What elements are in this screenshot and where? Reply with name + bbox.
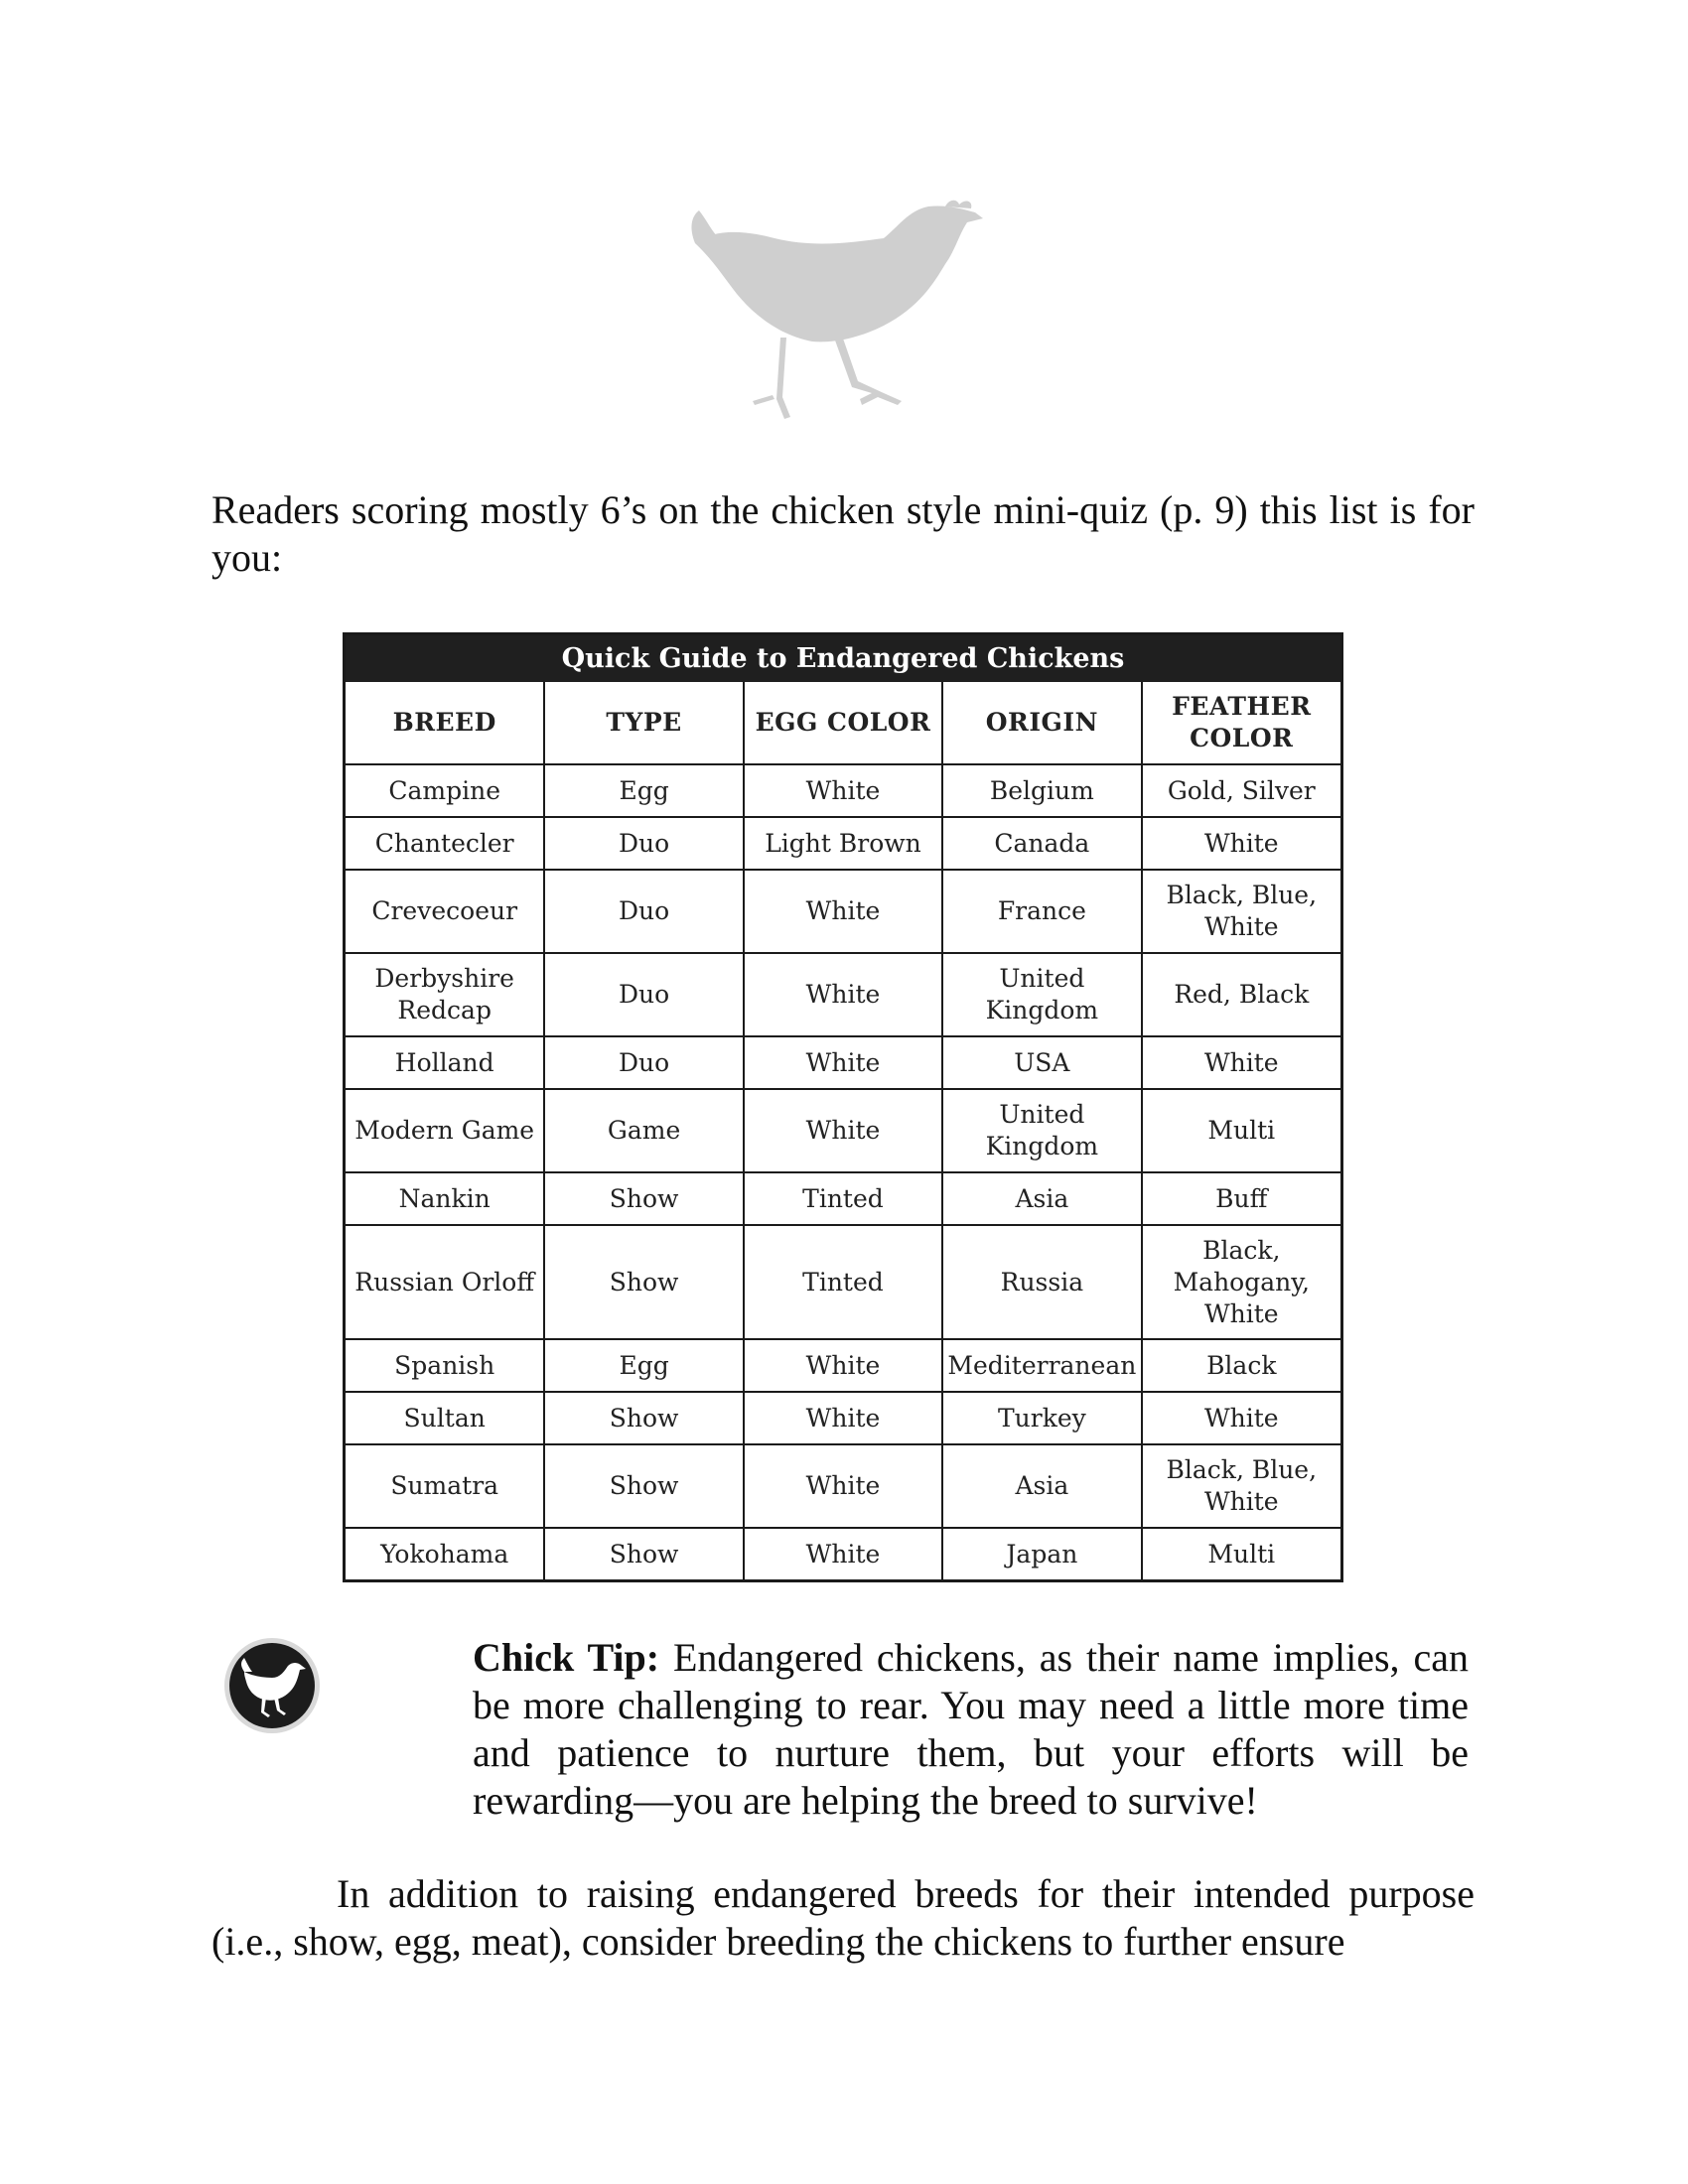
cell-origin: United Kingdom: [942, 1089, 1141, 1172]
cell-breed: Sultan: [346, 1392, 544, 1444]
cell-breed: Derbyshire Redcap: [346, 953, 544, 1036]
cell-feather-color: Black, Blue, White: [1142, 870, 1340, 953]
cell-breed: Russian Orloff: [346, 1225, 544, 1339]
cell-feather-color: Black: [1142, 1339, 1340, 1392]
cell-egg-color: White: [744, 1528, 942, 1579]
cell-type: Duo: [544, 1036, 743, 1089]
cell-breed: Sumatra: [346, 1444, 544, 1528]
column-header-egg-color: EGG COLOR: [744, 682, 942, 764]
table-row: [346, 1339, 1340, 1392]
chicken-badge-icon: [222, 1636, 322, 1735]
cell-origin: Canada: [942, 817, 1141, 870]
cell-origin: France: [942, 870, 1141, 953]
cell-breed: Yokohama: [346, 1528, 544, 1579]
cell-origin: Asia: [942, 1444, 1141, 1528]
table-header-row: [346, 682, 1340, 764]
cell-egg-color: White: [744, 1339, 942, 1392]
table-row: [346, 1444, 1340, 1528]
cell-feather-color: White: [1142, 1392, 1340, 1444]
table-row: [346, 953, 1340, 1036]
cell-egg-color: White: [744, 1036, 942, 1089]
cell-type: Egg: [544, 764, 743, 817]
table-row: [346, 1225, 1340, 1339]
cell-egg-color: White: [744, 953, 942, 1036]
cell-egg-color: White: [744, 764, 942, 817]
cell-type: Show: [544, 1392, 743, 1444]
cell-egg-color: White: [744, 1392, 942, 1444]
table-title: Quick Guide to Endangered Chickens: [346, 635, 1340, 682]
cell-type: Game: [544, 1089, 743, 1172]
chick-tip-text: Endangered chickens, as their name implies, can be more challenging to rear. You may need a little more time and patience to nurture them, but your efforts will be rewarding—you are helping the breed to survive!: [473, 1635, 1469, 1823]
cell-breed: Nankin: [346, 1172, 544, 1225]
cell-origin: Belgium: [942, 764, 1141, 817]
cell-origin: Mediterranean: [942, 1339, 1141, 1392]
cell-egg-color: White: [744, 1089, 942, 1172]
cell-origin: USA: [942, 1036, 1141, 1089]
cell-breed: Crevecoeur: [346, 870, 544, 953]
table-row: [346, 764, 1340, 817]
table-row: [346, 1172, 1340, 1225]
column-header-feather-color: FEATHER COLOR: [1142, 682, 1340, 764]
cell-origin: United Kingdom: [942, 953, 1141, 1036]
cell-feather-color: White: [1142, 1036, 1340, 1089]
cell-origin: Turkey: [942, 1392, 1141, 1444]
column-header-type: TYPE: [544, 682, 743, 764]
chick-tip-label: Chick Tip:: [473, 1635, 660, 1680]
cell-origin: Asia: [942, 1172, 1141, 1225]
table-row: [346, 1528, 1340, 1579]
cell-breed: Spanish: [346, 1339, 544, 1392]
table-row: [346, 870, 1340, 953]
cell-egg-color: White: [744, 1444, 942, 1528]
cell-feather-color: Multi: [1142, 1089, 1340, 1172]
table-row: [346, 1036, 1340, 1089]
cell-type: Show: [544, 1444, 743, 1528]
endangered-chickens-table: [343, 632, 1343, 1582]
cell-type: Show: [544, 1172, 743, 1225]
cell-feather-color: Black, Blue, White: [1142, 1444, 1340, 1528]
cell-feather-color: Black, Mahogany, White: [1142, 1225, 1340, 1339]
closing-paragraph: In addition to raising endangered breeds for their intended purpose (i.e., show, egg, meat), consider breeding the chickens to further ensure: [211, 1871, 1475, 1964]
cell-egg-color: Tinted: [744, 1225, 942, 1339]
cell-egg-color: Tinted: [744, 1172, 942, 1225]
intro-text: Readers scoring mostly 6’s on the chicken style mini-quiz (p. 9) this list is for you:: [211, 487, 1475, 580]
cell-type: Egg: [544, 1339, 743, 1392]
cell-egg-color: White: [744, 870, 942, 953]
column-header-breed: BREED: [346, 682, 544, 764]
table-row: [346, 817, 1340, 870]
cell-type: Show: [544, 1225, 743, 1339]
cell-type: Duo: [544, 817, 743, 870]
cell-feather-color: Gold, Silver: [1142, 764, 1340, 817]
cell-breed: Chantecler: [346, 817, 544, 870]
cell-feather-color: White: [1142, 817, 1340, 870]
cell-feather-color: Buff: [1142, 1172, 1340, 1225]
cell-type: Show: [544, 1528, 743, 1579]
cell-egg-color: Light Brown: [744, 817, 942, 870]
cell-breed: Modern Game: [346, 1089, 544, 1172]
chick-tip: [473, 1634, 1469, 1825]
cell-feather-color: Red, Black: [1142, 953, 1340, 1036]
column-header-origin: ORIGIN: [942, 682, 1141, 764]
cell-type: Duo: [544, 953, 743, 1036]
cell-origin: Russia: [942, 1225, 1141, 1339]
cell-breed: Campine: [346, 764, 544, 817]
cell-breed: Holland: [346, 1036, 544, 1089]
chicken-silhouette-icon: [685, 199, 1003, 437]
cell-type: Duo: [544, 870, 743, 953]
table-row: [346, 1089, 1340, 1172]
table-row: [346, 1392, 1340, 1444]
cell-feather-color: Multi: [1142, 1528, 1340, 1579]
cell-origin: Japan: [942, 1528, 1141, 1579]
